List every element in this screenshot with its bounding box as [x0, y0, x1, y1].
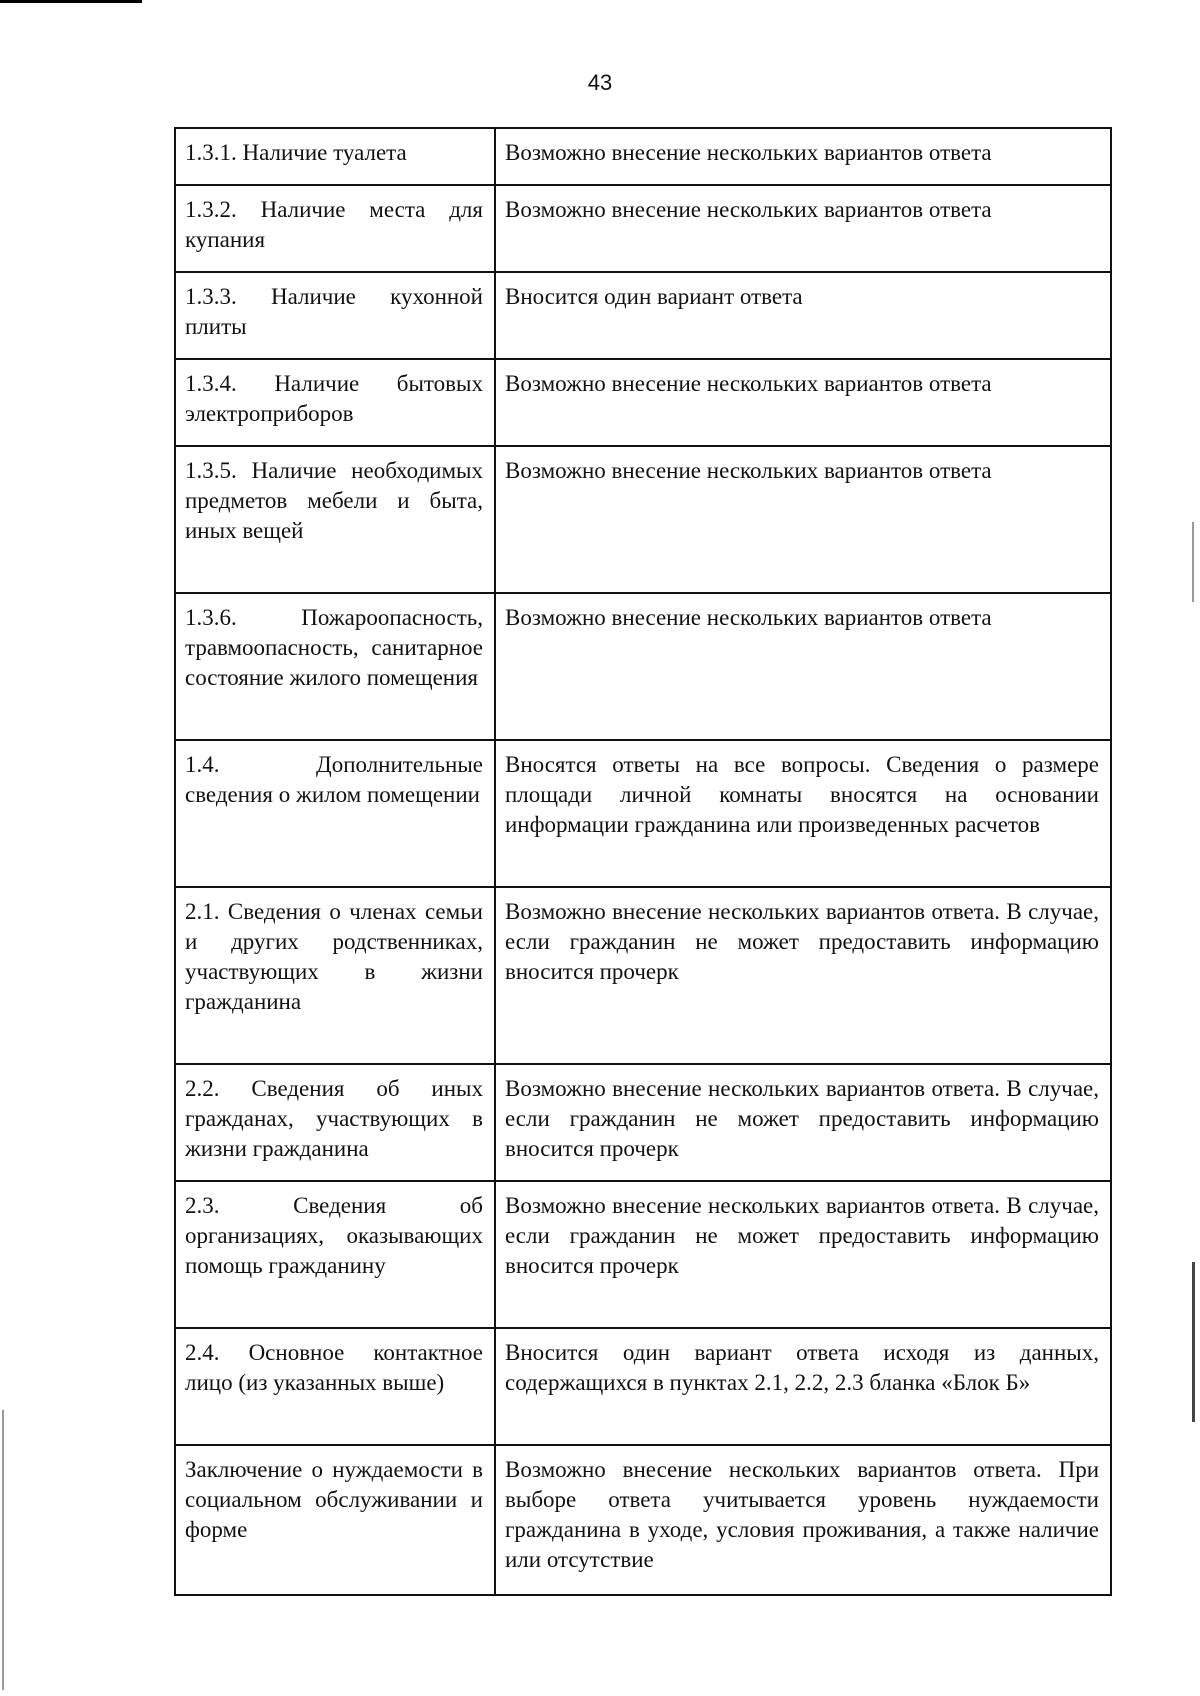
instruction-cell: Возможно внесение нескольких вариантов ответа	[495, 185, 1111, 272]
table-row	[175, 740, 1111, 887]
instruction-cell: Возможно внесение нескольких вариантов ответа. При выборе ответа учитывается уровень нуждаемости гражданина в уходе, условия проживания, а также наличие или отсутствие	[495, 1445, 1111, 1595]
table-row	[175, 1328, 1111, 1445]
table-row	[175, 185, 1111, 272]
table-row	[175, 446, 1111, 593]
instruction-cell: Вносится один вариант ответа	[495, 272, 1111, 359]
table-row	[175, 1064, 1111, 1181]
scan-edge-mark	[1192, 1262, 1195, 1422]
item-cell: 1.3.1. Наличие туалета	[175, 128, 495, 185]
scan-edge-mark	[1192, 522, 1194, 602]
item-cell: 1.3.4. Наличие бытовых электроприборов	[175, 359, 495, 446]
instruction-cell: Возможно внесение нескольких вариантов ответа. В случае, если гражданин не может предоставить информацию вносится прочерк	[495, 1064, 1111, 1181]
table-row	[175, 1181, 1111, 1328]
item-cell: 2.2. Сведения об иных гражданах, участвующих в жизни гражданина	[175, 1064, 495, 1181]
instructions-table	[174, 127, 1112, 1596]
page-number: 43	[587, 70, 613, 95]
table-row	[175, 359, 1111, 446]
scan-edge-mark	[2, 1410, 4, 1690]
item-cell: 1.3.3. Наличие кухонной плиты	[175, 272, 495, 359]
item-cell: 2.4. Основное контактное лицо (из указанных выше)	[175, 1328, 495, 1445]
instruction-cell: Возможно внесение нескольких вариантов ответа. В случае, если гражданин не может предоставить информацию вносится прочерк	[495, 887, 1111, 1064]
instruction-cell: Вносится один вариант ответа исходя из данных, содержащихся в пунктах 2.1, 2.2, 2.3 бланка «Блок Б»	[495, 1328, 1111, 1445]
item-cell: 2.3. Сведения об организациях, оказывающих помощь гражданину	[175, 1181, 495, 1328]
item-cell: 1.4. Дополнительные сведения о жилом помещении	[175, 740, 495, 887]
table-row	[175, 272, 1111, 359]
instruction-cell: Возможно внесение нескольких вариантов ответа	[495, 593, 1111, 740]
instruction-cell: Вносятся ответы на все вопросы. Сведения о размере площади личной комнаты вносятся на основании информации гражданина или произведенных расчетов	[495, 740, 1111, 887]
instruction-cell: Возможно внесение нескольких вариантов ответа	[495, 359, 1111, 446]
item-cell: 1.3.2. Наличие места для купания	[175, 185, 495, 272]
item-cell: 2.1. Сведения о членах семьи и других родственниках, участвующих в жизни гражданина	[175, 887, 495, 1064]
item-cell: 1.3.6. Пожароопасность, травмоопасность, санитарное состояние жилого помещения	[175, 593, 495, 740]
instruction-cell: Возможно внесение нескольких вариантов ответа	[495, 128, 1111, 185]
table-row	[175, 128, 1111, 185]
top-edge-rule	[0, 0, 142, 3]
item-cell: 1.3.5. Наличие необходимых предметов мебели и быта, иных вещей	[175, 446, 495, 593]
table-row	[175, 593, 1111, 740]
instruction-cell: Возможно внесение нескольких вариантов ответа	[495, 446, 1111, 593]
instruction-cell: Возможно внесение нескольких вариантов ответа. В случае, если гражданин не может предоставить информацию вносится прочерк	[495, 1181, 1111, 1328]
table-row	[175, 887, 1111, 1064]
table-row	[175, 1445, 1111, 1595]
item-cell: Заключение о нуждаемости в социальном обслуживании и форме	[175, 1445, 495, 1595]
